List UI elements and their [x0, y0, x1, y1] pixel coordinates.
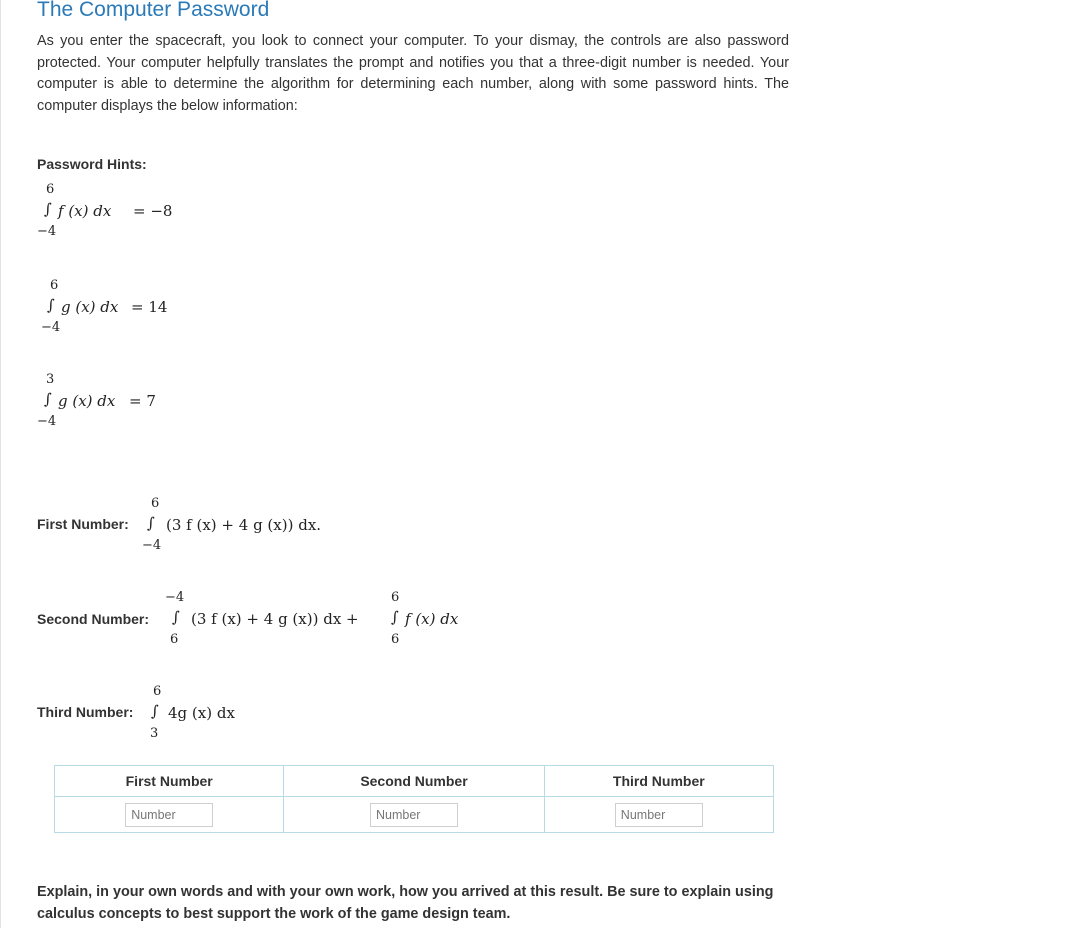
integral-sign-icon: ∫: [147, 514, 155, 532]
hint-3-integral: [37, 372, 237, 434]
hint-2-integrand: g (x) dx: [61, 298, 119, 316]
header-third-number: Third Number: [544, 766, 773, 797]
second-number-input[interactable]: [370, 803, 458, 827]
hint-2-result: = 14: [131, 298, 168, 316]
hint-1-lower-limit: −4: [37, 224, 57, 239]
third-number-expression: 4g (x) dx: [168, 704, 235, 722]
first-number-integral: [142, 496, 402, 558]
first-number-lower-limit: −4: [142, 538, 162, 553]
second-number-integral: [165, 590, 495, 652]
integral-sign-icon: ∫: [44, 390, 52, 408]
integral-sign-icon: ∫: [44, 200, 52, 218]
hint-1-integral: [37, 182, 237, 244]
integral-sign-icon: ∫: [172, 608, 180, 626]
intro-paragraph: As you enter the spacecraft, you look to connect your computer. To your dismay, the controls are also password protected. Your computer helpfully translates the prompt and notifies you that a three-digit number is needed. Your computer is able to determine the algorithm for determining each number, along with some password hints. The computer displays the below information:: [37, 33, 789, 114]
second-number-lower-limit-2: 6: [391, 632, 400, 647]
first-number-input[interactable]: [125, 803, 213, 827]
third-number-label: Third Number:: [37, 704, 134, 720]
third-number-upper-limit: 6: [153, 684, 162, 699]
hint-3-upper-limit: 3: [46, 372, 55, 387]
hint-3-integrand: g (x) dx: [58, 392, 116, 410]
hint-1-upper-limit: 6: [46, 182, 55, 197]
third-number-input[interactable]: [615, 803, 703, 827]
page-title: The Computer Password: [37, 0, 270, 21]
cell-third-number: [544, 797, 773, 833]
hint-3-result: = 7: [129, 392, 156, 410]
hint-3-lower-limit: −4: [37, 414, 57, 429]
hint-2-upper-limit: 6: [50, 278, 59, 293]
left-border: [0, 0, 1, 928]
hint-2-integral: [41, 278, 241, 340]
header-first-number: First Number: [55, 766, 284, 797]
table-header-row: [55, 766, 774, 797]
answers-table: [54, 765, 774, 833]
third-number-lower-limit: 3: [150, 726, 159, 741]
second-number-upper-limit-2: 6: [391, 590, 400, 605]
second-number-upper-limit: −4: [165, 590, 185, 605]
integral-sign-icon: ∫: [151, 702, 159, 720]
second-number-expression-2: f (x) dx: [405, 610, 459, 628]
hint-1-result: = −8: [133, 202, 173, 220]
integral-sign-icon: ∫: [391, 608, 399, 626]
second-number-lower-limit: 6: [170, 632, 179, 647]
hints-heading: Password Hints:: [37, 156, 147, 172]
cell-second-number: [284, 797, 544, 833]
second-number-expression: (3 f (x) + 4 g (x)) dx +: [191, 610, 359, 628]
cell-first-number: [55, 797, 284, 833]
header-second-number: Second Number: [284, 766, 544, 797]
second-number-label: Second Number:: [37, 611, 150, 627]
first-number-expression: (3 f (x) + 4 g (x)) dx.: [166, 516, 322, 534]
integral-sign-icon: ∫: [47, 296, 55, 314]
first-number-upper-limit: 6: [151, 496, 160, 511]
hint-1-integrand: f (x) dx: [58, 202, 112, 220]
table-row: [55, 797, 774, 833]
explain-instructions: Explain, in your own words and with your own work, how you arrived at this result. Be sure to explain using calculus concepts to best support the work of the game design team.: [37, 884, 774, 922]
hint-2-lower-limit: −4: [41, 320, 61, 335]
third-number-integral: [148, 684, 348, 746]
first-number-label: First Number:: [37, 516, 129, 532]
